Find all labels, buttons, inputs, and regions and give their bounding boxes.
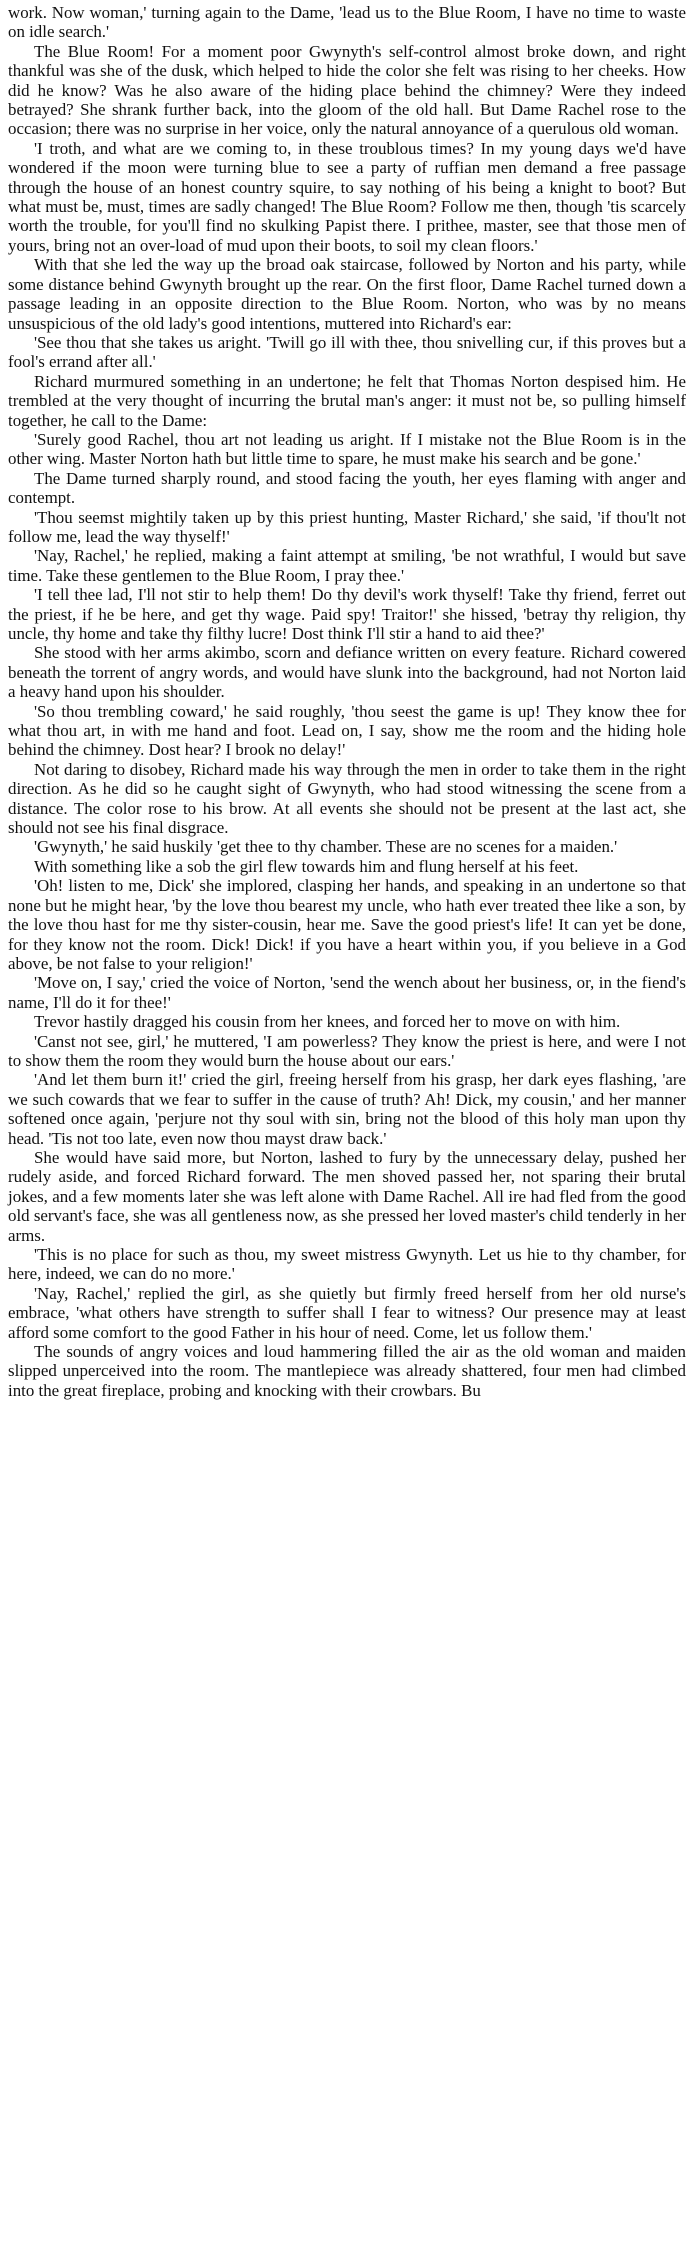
article-paragraph: 'And let them burn it!' cried the girl, freeing herself from his grasp, her dark eyes flashing, 'are we such cowards that we fear to suffer in the cause of truth? Ah! Dick, my cousin,' and her manner softened once again, 'perjure not thy soul with sin, bring not the blood of this holy man upon thy head. 'Tis not too late, even now thou mayst draw back.' (8, 1070, 686, 1148)
article-paragraph: 'This is no place for such as thou, my sweet mistress Gwynyth. Let us hie to thy chamber, for here, indeed, we can do no more.' (8, 1245, 686, 1284)
article-paragraph: Not daring to disobey, Richard made his way through the men in order to take them in the right direction. As he did so he caught sight of Gwynyth, who had stood witnessing the scene from a distance. The color rose to his brow. At all events she should not be present at the last act, she should not see his final disgrace. (8, 759, 686, 838)
article-paragraph: 'Move on, I say,' cried the voice of Norton, 'send the wench about her business, or, in the fiend's name, I'll do it for thee!' (8, 973, 686, 1012)
article-paragraph: With that she led the way up the broad oak staircase, followed by Norton and his party, while some distance behind Gwynyth brought up the rear. On the first floor, Dame Rachel turned down a passage leading in an opposite direction to the Blue Room. Norton, who was by no means unsuspicious of the old lady's good intentions, muttered into Richard's ear: (8, 255, 686, 333)
article-paragraph: 'Surely good Rachel, thou art not leading us aright. If I mistake not the Blue Room is in the other wing. Master Norton hath but little time to spare, he must make his search and be gone.' (8, 429, 686, 469)
article-paragraph: 'Nay, Rachel,' replied the girl, as she quietly but firmly freed herself from her old nurse's embrace, 'what others have strength to suffer shall I fear to witness? Our presence may at least afford some comfort to the good Father in his hour of need. Come, let us follow them.' (8, 1283, 686, 1342)
article-paragraph: She would have said more, but Norton, lashed to fury by the unnecessary delay, pushed her rudely aside, and forced Richard forward. The men shoved passed her, not sparing their brutal jokes, and a few moments later she was left alone with Dame Rachel. All ire had fled from the good old servant's face, she was all gentleness now, as she pressed her loved master's child tenderly in her arms. (8, 1147, 686, 1245)
article-paragraph: With something like a sob the girl flew towards him and flung herself at his feet. (34, 856, 579, 876)
article-paragraph: 'Thou seemst mightily taken up by this priest hunting, Master Richard,' she said, 'if thou'lt not follow me, lead the way thyself!' (8, 507, 686, 546)
article-paragraph: 'See thou that she takes us aright. 'Twill go ill with thee, thou snivelling cur, if this proves but a fool's errand after all.' (8, 332, 686, 372)
article-paragraph: The Blue Room! For a moment poor Gwynyth's self-control almost broke down, and right thankful was she of the dusk, which helped to hide the color she felt was rising to her cheeks. How did he know? Was he also aware of the hiding place behind the chimney? Were they indeed betrayed? She shrank further back, into the gloom of the old hall. But Dame Rachel rose to the occasion; there was no surprise in her voice, only the natural annoyance of a querulous old woman. (8, 41, 686, 139)
article-paragraph: 'Oh! listen to me, Dick' she implored, clasping her hands, and speaking in an undertone so that none but he might hear, 'by the love thou bearest my uncle, who hath ever treated thee like a son, by the love thou hast for me thy sister-cousin, hear me. Save the good priest's life! It can yet be done, for they know not the room. Dick! Dick! if you have a heart within you, if you believe in a God above, be not false to your religion!' (8, 876, 686, 973)
article-paragraph: work. Now woman,' turning again to the Dame, 'lead us to the Blue Room, I have no time to waste on idle search.' (8, 3, 686, 42)
article-paragraph: The Dame turned sharply round, and stood facing the youth, her eyes flaming with anger and contempt. (8, 468, 686, 508)
article-paragraph: 'I tell thee lad, I'll not stir to help them! Do thy devil's work thyself! Take thy friend, ferret out the priest, if he be here, and get thy wage. Paid spy! Traitor!' she hissed, 'betray thy religion, thy uncle, thy home and take thy filthy lucre! Dost think I'll stir a hand to aid thee?' (8, 585, 686, 643)
article-paragraph: 'Gwynyth,' he said huskily 'get thee to thy chamber. These are no scenes for a maiden.' (34, 837, 618, 857)
article-paragraph: 'So thou trembling coward,' he said roughly, 'thou seest the game is up! They know thee for what thou art, in with me hand and foot. Lead on, I say, show me the room and the hiding hole behind the chimney. Dost hear? I brook no delay!' (8, 701, 686, 760)
article-paragraph: 'Nay, Rachel,' he replied, making a faint attempt at smiling, 'be not wrathful, I would but save time. Take these gentlemen to the Blue Room, I pray thee.' (8, 546, 686, 585)
article-paragraph: 'Canst not see, girl,' he muttered, 'I am powerless? They know the priest is here, and were I not to show them the room they would burn the house about our ears.' (8, 1031, 686, 1070)
article-paragraph: Richard murmured something in an undertone; he felt that Thomas Norton despised him. He trembled at the very thought of incurring the brutal man's anger: it must not be, so pulling himself together, he call to the Dame: (8, 371, 686, 430)
article-paragraph: She stood with her arms akimbo, scorn and defiance written on every feature. Richard cowered beneath the torrent of angry words, and would have slunk into the background, had not Norton laid a heavy hand upon his shoulder. (8, 643, 686, 702)
article-paragraph: 'I troth, and what are we coming to, in these troublous times? In my young days we'd have wondered if the moon were turning blue to see a party of ruffian men demand a free passage through the house of an honest country squire, to say nothing of his being a knight to boot? But what must be, must, times are sadly changed! The Blue Room? Follow me then, though 'tis scarcely worth the trouble, for you'll find no skulking Papist there. I prithee, master, see that those men of yours, bring not an over-load of mud upon their boots, to soil my clean floors.' (8, 138, 686, 255)
article-paragraph: Trevor hastily dragged his cousin from her knees, and forced her to move on with him. (34, 1012, 621, 1032)
article-paragraph: The sounds of angry voices and loud hammering filled the air as the old woman and maiden slipped unperceived into the room. The mantlepiece was already shattered, four men had climbed into the great fireplace, probing and knocking with their crowbars. Bu (8, 1342, 686, 1400)
